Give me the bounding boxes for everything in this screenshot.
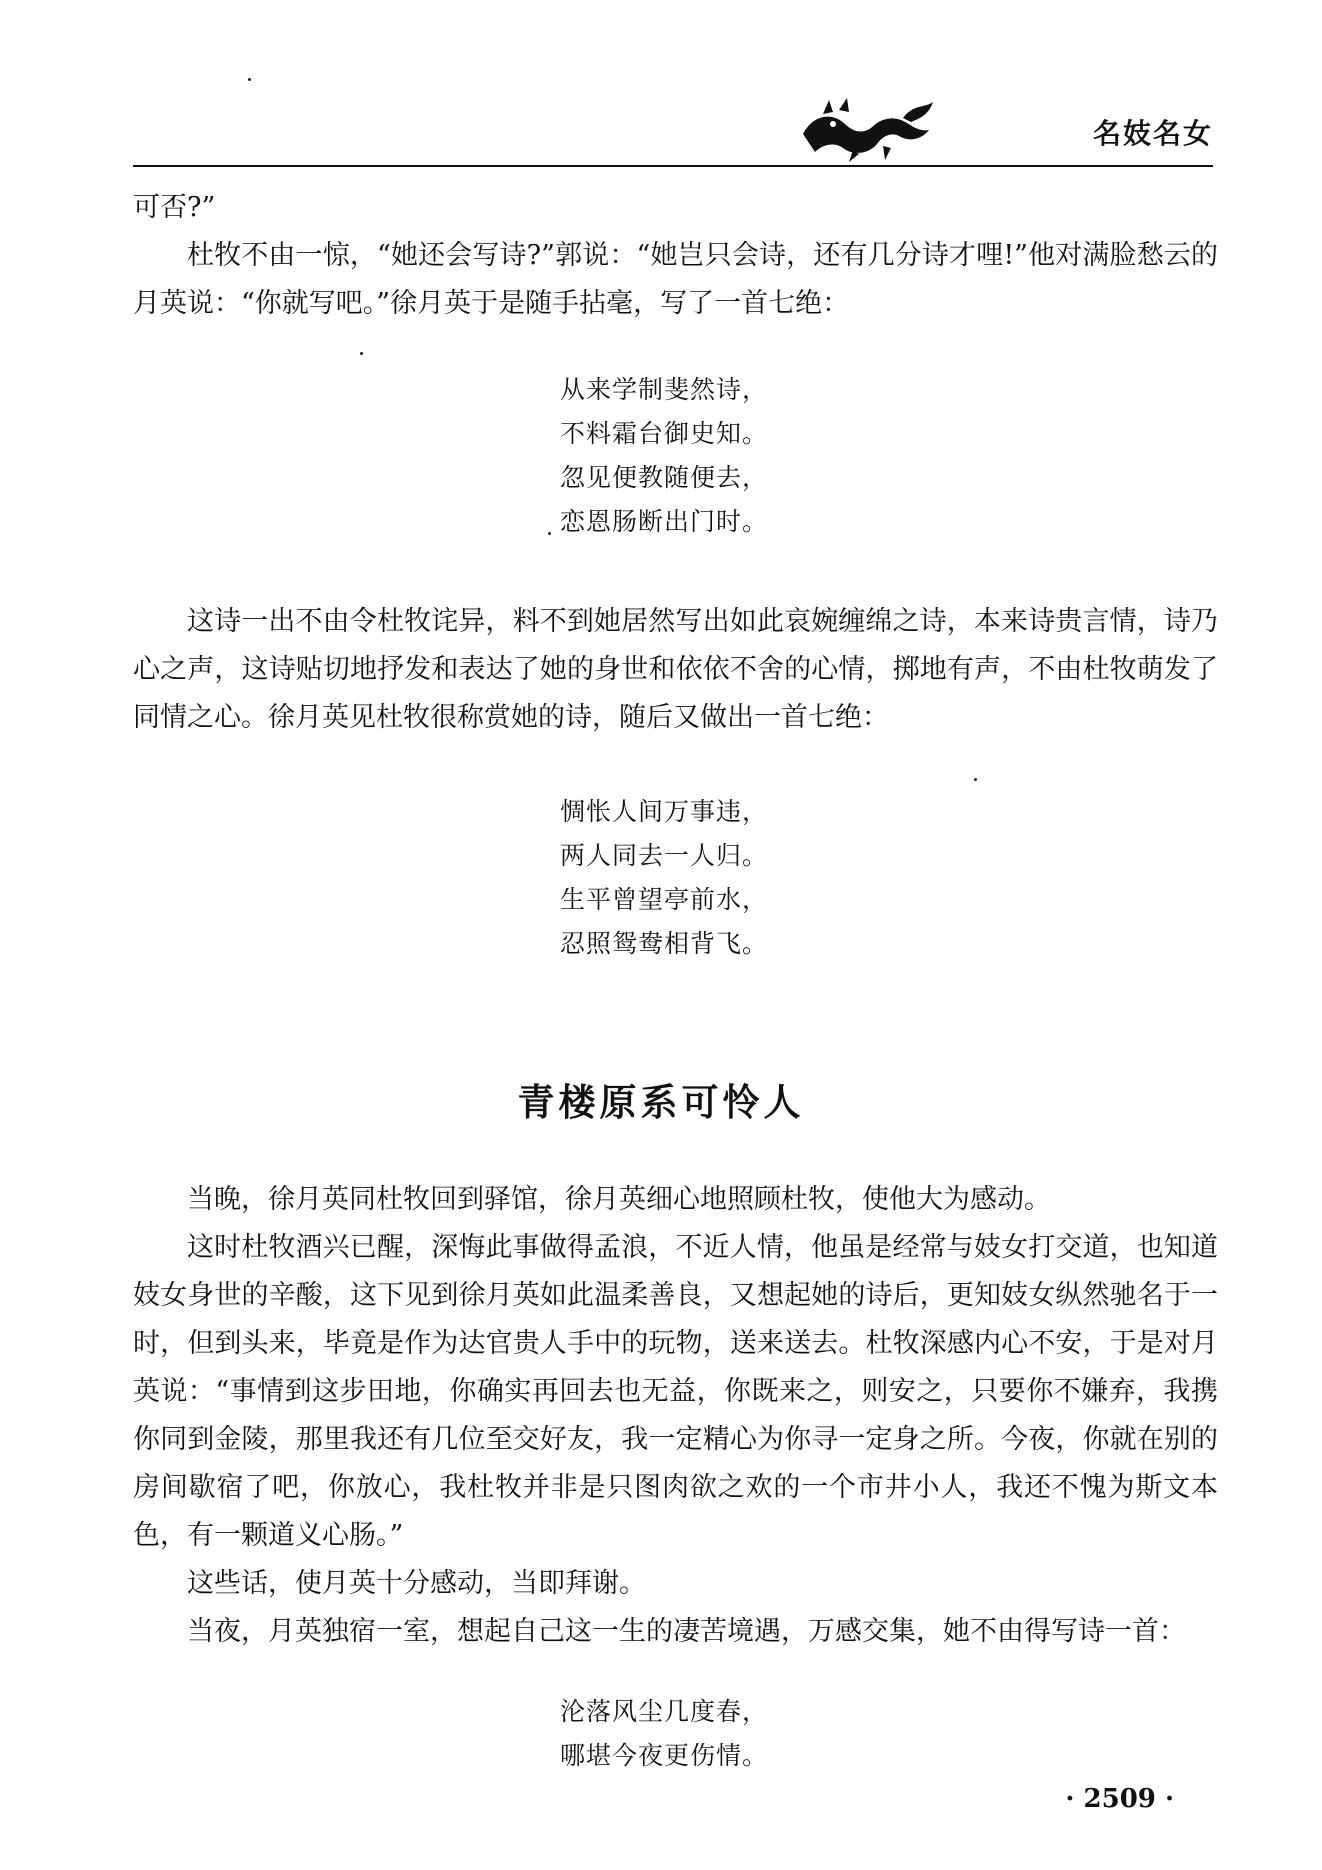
poem-line: 恋恩肠断出门时。 xyxy=(560,507,769,536)
scan-speck xyxy=(360,352,363,355)
paragraph: 这诗一出不由令杜牧诧异，料不到她居然写出如此哀婉缠绵之诗，本来诗贵言情，诗乃心之声，这诗贴切地抒发和表达了她的身世和依依不舍的心情，掷地有声，不由杜牧萌发了同情之心。徐月英见杜牧很称赏她的诗，随后又做出一首七绝： xyxy=(133,606,1218,733)
page-number: · 2509 · xyxy=(1065,1784,1174,1814)
poem-line: 不料霜台御史知。 xyxy=(560,419,769,448)
paragraph: 杜牧不由一惊，“她还会写诗?”郭说：“她岂只会诗，还有几分诗才哩!”他对满脸愁云的月英说：“你就写吧。”徐月英于是随手拈毫，写了一首七绝： xyxy=(133,240,1218,319)
paragraph: 当晚，徐月英同杜牧回到驿馆，徐月英细心地照顾杜牧，使他大为感动。 xyxy=(187,1184,1051,1215)
dragon-icon xyxy=(793,94,943,166)
paragraph: 当夜，月英独宿一室，想起自己这一生的凄苦境遇，万感交集，她不由得写诗一首： xyxy=(187,1616,1186,1647)
scan-speck xyxy=(548,532,551,535)
poem-line: 忍照鸳鸯相背飞。 xyxy=(560,929,769,958)
running-title: 名妓名女 xyxy=(1092,117,1213,150)
poem-line: 从来学制斐然诗， xyxy=(560,375,769,404)
poem-line: 惆怅人间万事违， xyxy=(560,797,769,826)
poem-3 xyxy=(560,1690,768,1778)
poem-line: 哪堪今夜更伤情。 xyxy=(560,1741,769,1770)
poem-line: 生平曾望亭前水， xyxy=(560,885,769,914)
scan-speck xyxy=(974,778,977,781)
paragraph: 这时杜牧酒兴已醒，深悔此事做得孟浪，不近人情，他虽是经常与妓女打交道，也知道妓女身世的辛酸，这下见到徐月英如此温柔善良，又想起她的诗后，更知妓女纵然驰名于一时，但到头来，毕竟是作为达官贵人手中的玩物，送来送去。杜牧深感内心不安，于是对月英说：“事情到这步田地，你确实再回去也无益，你既来之，则安之，只要你不嫌弃，我携你同到金陵，那里我还有几位至交好友，我一定精心为你寻一定身之所。今夜，你就在别的房间歇宿了吧，你放心，我杜牧并非是只图肉欲之欢的一个市井小人，我还不愧为斯文本色，有一颗道义心肠。” xyxy=(133,1232,1218,1551)
page-header xyxy=(133,92,1213,182)
poem-line: 两人同去一人归。 xyxy=(560,841,769,870)
scan-speck xyxy=(248,78,251,81)
poem-line: 沦落风尘几度春， xyxy=(560,1697,769,1726)
header-rule xyxy=(133,165,1213,167)
paragraph: 可否?” xyxy=(133,192,216,223)
poem-2 xyxy=(560,790,768,966)
poem-1 xyxy=(560,368,768,544)
paragraph: 这些话，使月英十分感动，当即拜谢。 xyxy=(187,1568,646,1599)
poem-line: 忽见便教随便去， xyxy=(560,463,769,492)
section-title: 青楼原系可怜人 xyxy=(517,1081,805,1124)
